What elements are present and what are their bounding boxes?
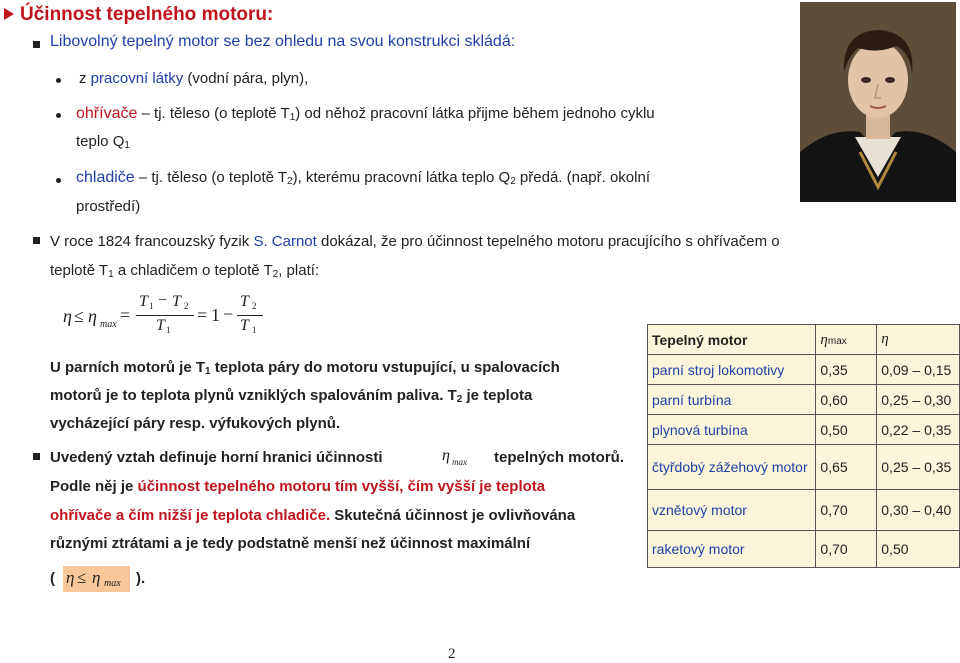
carnot-formula: η ≤ η max = T 1 − T 2 T 1 = 1 − T 2 T 1 xyxy=(60,293,270,343)
eta-max-value: 0,35 xyxy=(816,355,877,385)
carnot-statement: V roce 1824 francouzský fyzik S. Carnot dokázal, že pro účinnost tepelného motoru pracujícího s ohřívačem o xyxy=(50,233,780,250)
engine-name: parní stroj lokomotivy xyxy=(648,355,816,385)
eta-value: 0,50 xyxy=(877,531,960,568)
engine-name: parní turbína xyxy=(648,385,816,415)
square-bullet-icon xyxy=(33,237,40,244)
intro-text: Libovolný tepelný motor se bez ohledu na svou konstrukci skládá: xyxy=(50,33,516,50)
eta-value: 0,22 – 0,35 xyxy=(877,415,960,445)
square-bullet-icon xyxy=(33,453,40,460)
arrow-bullet-icon xyxy=(4,8,14,20)
steam-paragraph-line3: vycházející páry resp. výfukových plynů. xyxy=(50,415,341,432)
limit-line4: různými ztrátami a je tedy podstatně menší než účinnost maximální xyxy=(50,535,531,552)
page-title: Účinnost tepelného motoru: xyxy=(4,4,273,26)
eta-value: 0,25 – 0,30 xyxy=(877,385,960,415)
steam-paragraph-line2: motorů je to teplota plynů vzniklých spalováním paliva. $T_2$ je teplota xyxy=(50,387,533,405)
eta-value: 0,25 – 0,35 xyxy=(877,445,960,490)
header-eta-max: ηmax xyxy=(816,325,877,355)
dot-bullet-icon xyxy=(56,113,61,118)
table-row xyxy=(648,490,960,531)
header-engine: Tepelný motor xyxy=(648,325,816,355)
item-cooler: chladiče – tj. těleso (o teplotě $T_2$), kterému pracovní látka teplo $Q_2$ předá. (např. okolní xyxy=(76,169,650,187)
page-number: 2 xyxy=(448,646,456,662)
dot-bullet-icon xyxy=(56,78,61,83)
steam-paragraph-line1: U parních motorů je $T_1$ teplota páry do motoru vstupující, u spalovacích xyxy=(50,359,560,377)
engine-name: plynová turbína xyxy=(648,415,816,445)
engine-efficiency-table xyxy=(647,324,960,568)
limit-open-paren: ( xyxy=(50,570,55,587)
eta-max-value: 0,70 xyxy=(816,490,877,531)
carnot-portrait xyxy=(800,2,956,202)
eta-inequality-highlight: η ≤ η max xyxy=(63,566,130,592)
dot-bullet-icon xyxy=(56,178,61,183)
item-heater: ohřívače – tj. těleso (o teplotě $T_1$) od něhož pracovní látka přijme během jednoho cyklu xyxy=(76,105,655,123)
engine-name: vznětový motor xyxy=(648,490,816,531)
table-row xyxy=(648,415,960,445)
table-header-row xyxy=(648,325,960,355)
limit-text-b: tepelných motorů. xyxy=(494,449,625,466)
eta-max-value: 0,70 xyxy=(816,531,877,568)
limit-line2: Podle něj je účinnost tepelného motoru tím vyšší, čím vyšší je teplota xyxy=(50,478,546,495)
eta-value: 0,09 – 0,15 xyxy=(877,355,960,385)
engine-name: čtyřdobý zážehový motor xyxy=(648,445,816,490)
square-bullet-icon xyxy=(33,41,40,48)
eta-max-symbol: η max xyxy=(442,447,467,467)
item-heater-line2: teplo $Q_1$ xyxy=(76,133,130,151)
fraction-bar xyxy=(136,315,194,316)
carnot-statement-line2: teplotě $T_1$ a chladičem o teplotě $T_2$, platí: xyxy=(50,262,320,280)
fraction-bar xyxy=(237,315,263,316)
item-cooler-line2: prostředí) xyxy=(76,198,141,215)
limit-text-a: Uvedený vztah definuje horní hranici účinnosti xyxy=(50,449,383,466)
item-working-substance: z pracovní látky (vodní pára, plyn), xyxy=(79,70,309,87)
table-row xyxy=(648,385,960,415)
limit-close-paren: ). xyxy=(136,570,146,587)
table-row xyxy=(648,531,960,568)
eta-value: 0,30 – 0,40 xyxy=(877,490,960,531)
table-row xyxy=(648,445,960,490)
header-eta: η xyxy=(877,325,960,355)
eta-max-value: 0,65 xyxy=(816,445,877,490)
limit-line3: ohřívače a čím nižší je teplota chladiče. Skutečná účinnost je ovlivňována xyxy=(50,507,576,524)
eta-max-value: 0,50 xyxy=(816,415,877,445)
eta-max-value: 0,60 xyxy=(816,385,877,415)
table-row xyxy=(648,355,960,385)
engine-name: raketový motor xyxy=(648,531,816,568)
